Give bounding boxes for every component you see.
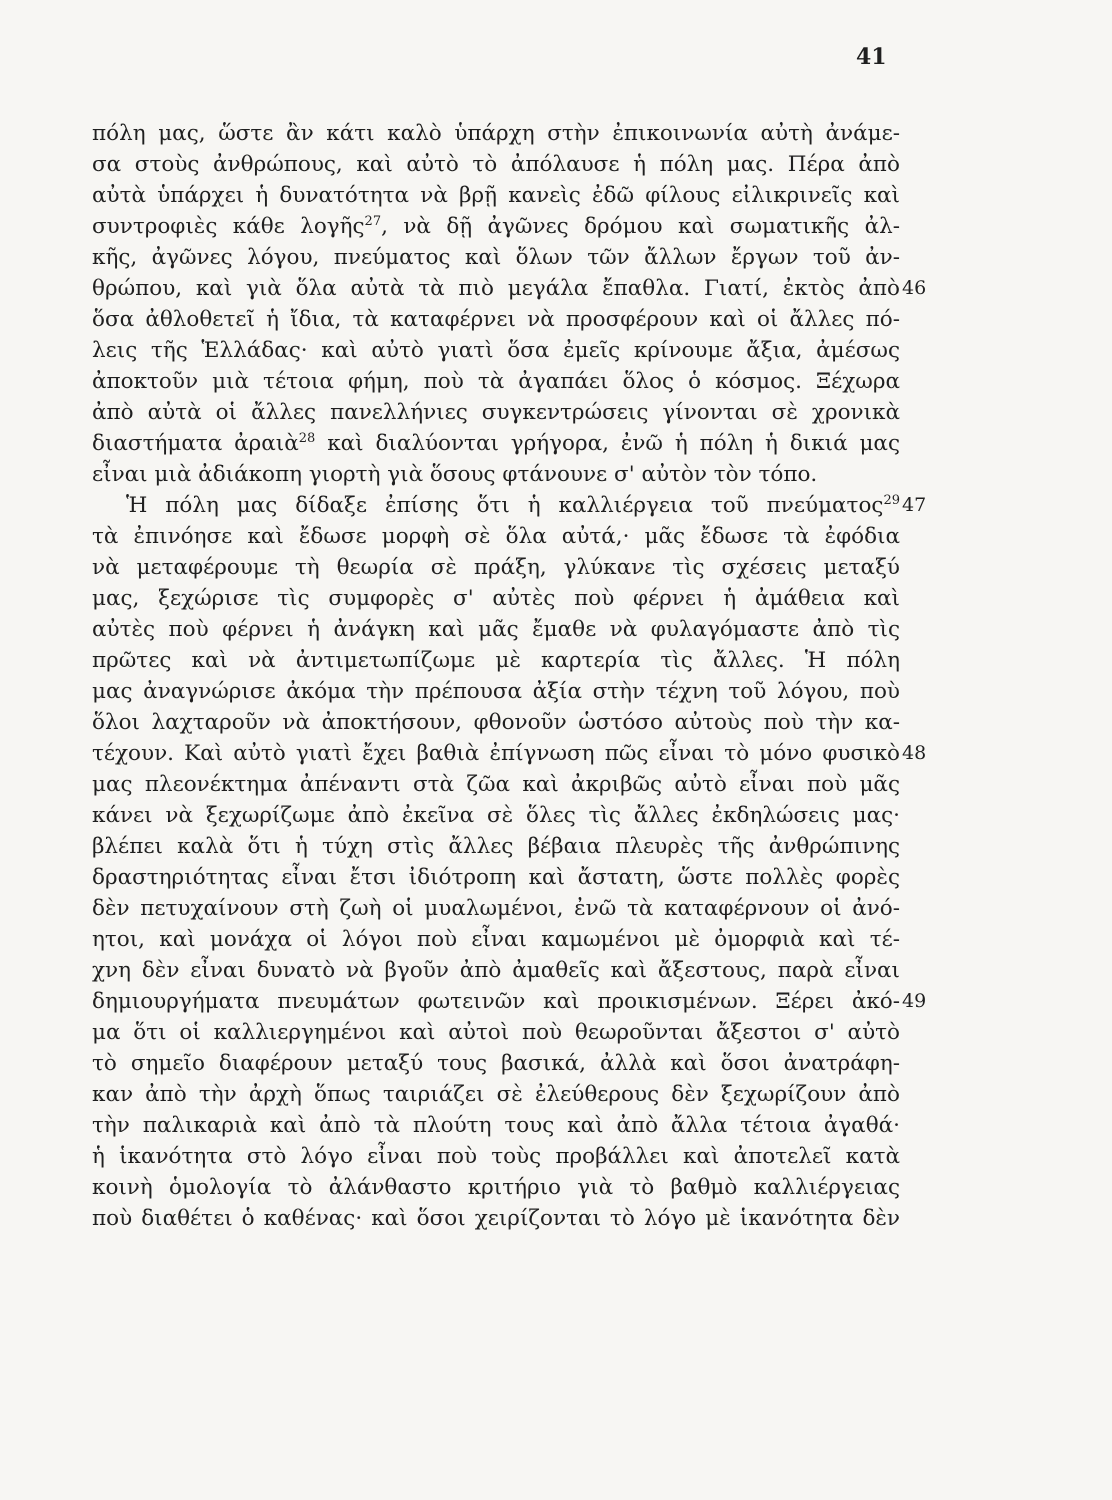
line-text: νὰ μεταφέρουμε τὴ θεωρία σὲ πράξη, γλύκανε τὶς σχέσεις μεταξύ [92,555,900,580]
text-line [92,831,900,862]
text-line [92,211,900,242]
text-line [92,676,900,707]
text-line [92,800,900,831]
line-text: καν ἀπὸ τὴν ἀρχὴ ὅπως ταιριάζει σὲ ἐλεύθερους δὲν ξεχωρίζουν ἀπὸ [92,1082,900,1107]
text-line [92,1048,900,1079]
text-line [92,583,900,614]
line-text: κοινὴ ὁμολογία τὸ ἀλάνθαστο κριτήριο γιὰ τὸ βαθμὸ καλλιέργειας [92,1175,900,1200]
text-line [92,893,900,924]
text-line [92,1203,900,1234]
line-text: ποὺ διαθέτει ὁ καθένας· καὶ ὅσοι χειρίζονται τὸ λόγο μὲ ἱκανότητα δὲν [92,1206,900,1231]
text-line [92,459,900,490]
footnote-marker: 28 [298,430,316,446]
text-line [92,521,900,552]
text-line [92,614,900,645]
text-line [92,707,900,738]
footnote-marker: 27 [364,213,382,229]
text-line [92,1110,900,1141]
line-text: τέχουν. Καὶ αὐτὸ γιατὶ ἔχει βαθιὰ ἐπίγνωση πῶς εἶναι τὸ μόνο φυσικὸ [92,741,900,766]
text-line [92,1172,900,1203]
text-line [92,1079,900,1110]
text-line [92,118,900,149]
line-text: μας, ξεχώρισε τὶς συμφορὲς σ' αὐτὲς ποὺ φέρνει ἡ ἀμάθεια καὶ [92,586,900,611]
text-line [92,428,900,459]
line-text: τὸ σημεῖο διαφέρουν μεταξύ τους βασικά, ἀλλὰ καὶ ὅσοι ἀνατράφη- [92,1051,900,1076]
text-line [92,273,927,304]
line-text: ὅσα ἀθλοθετεῖ ἡ ἴδια, τὰ καταφέρνει νὰ προσφέρουν καὶ οἱ ἄλλες πό- [92,307,900,332]
line-text: σα στοὺς ἀνθρώπους, καὶ αὐτὸ τὸ ἀπόλαυσε ἡ πόλη μας. Πέρα ἀπὸ [92,152,900,177]
line-text: μας ἀναγνώρισε ἀκόμα τὴν πρέπουσα ἀξία στὴν τέχνη τοῦ λόγου, ποὺ [92,679,900,704]
line-text: μα ὅτι οἱ καλλιεργημένοι καὶ αὐτοὶ ποὺ θεωροῦνται ἄξεστοι σ' αὐτὸ [92,1020,900,1045]
text-line [92,397,900,428]
text-line [92,924,900,955]
text-line [92,955,900,986]
text-line [92,1141,900,1172]
line-text: λεις τῆς Ἑλλάδας· καὶ αὐτὸ γιατὶ ὅσα ἐμεῖς κρίνουμε ἄξια, ἀμέσως [92,338,900,363]
line-text: ητοι, καὶ μονάχα οἱ λόγοι ποὺ εἶναι καμωμένοι μὲ ὀμορφιὰ καὶ τέ- [92,927,900,952]
margin-section-number: 48 [902,742,927,764]
text-line [92,180,900,211]
line-text: ὅλοι λαχταροῦν νὰ ἀποκτήσουν, φθονοῦν ὡστόσο αὐτοὺς ποὺ τὴν κα- [92,710,900,735]
line-text: αὐτὰ ὑπάρχει ἡ δυνατότητα νὰ βρῇ κανεὶς ἐδῶ φίλους εἰλικρινεῖς καὶ [92,183,900,208]
text-line [92,769,900,800]
text-line [92,242,900,273]
line-text: ἀπὸ αὐτὰ οἱ ἄλλες πανελλήνιες συγκεντρώσεις γίνονται σὲ χρονικὰ [92,400,900,425]
text-line [92,645,900,676]
line-text: κῆς, ἀγῶνες λόγου, πνεύματος καὶ ὅλων τῶν ἄλλων ἔργων τοῦ ἀν- [92,245,900,270]
text-line [92,149,900,180]
line-text: πρῶτες καὶ νὰ ἀντιμετωπίζωμε μὲ καρτερία τὶς ἄλλες. Ἡ πόλη [92,648,900,673]
line-text: πόλη μας, ὥστε ἂν κάτι καλὸ ὑπάρχη στὴν ἐπικοινωνία αὐτὴ ἀνάμε- [92,121,900,146]
margin-section-number: 46 [902,277,927,299]
line-text: δραστηριότητας εἶναι ἔτσι ἰδιότροπη καὶ ἄστατη, ὥστε πολλὲς φορὲς [92,865,900,890]
line-text: μας πλεονέκτημα ἀπέναντι στὰ ζῶα καὶ ἀκριβῶς αὐτὸ εἶναι ποὺ μᾶς [92,772,900,797]
margin-section-number: 47 [902,494,927,516]
line-text: δὲν πετυχαίνουν στὴ ζωὴ οἱ μυαλωμένοι, ἐνῶ τὰ καταφέρνουν οἱ ἀνό- [92,896,900,921]
text-line [92,1017,900,1048]
text-line [92,304,900,335]
text-line [92,366,900,397]
line-text: χνη δὲν εἶναι δυνατὸ νὰ βγοῦν ἀπὸ ἀμαθεῖς καὶ ἄξεστους, παρὰ εἶναι [92,958,900,983]
text-line [92,552,900,583]
line-text: θρώπου, καὶ γιὰ ὅλα αὐτὰ τὰ πιὸ μεγάλα ἔπαθλα. Γιατί, ἐκτὸς ἀπὸ [92,276,900,301]
body-text [92,118,927,1234]
line-text: διαστήματα ἀραιὰ$^{28}$ καὶ διαλύονται γρήγορα, ἐνῶ ἡ πόλη ἡ δικιά μας [92,430,900,456]
footnote-marker: 29 [883,492,900,508]
text-line [92,862,900,893]
line-text: βλέπει καλὰ ὅτι ἡ τύχη στὶς ἄλλες βέβαια πλευρὲς τῆς ἀνθρώπινης [92,834,900,859]
margin-section-number: 49 [902,990,927,1012]
line-text: Ἡ πόλη μας δίδαξε ἐπίσης ὅτι ἡ καλλιέργεια τοῦ πνεύματος$^{29}$ [126,492,900,518]
line-text: εἶναι μιὰ ἀδιάκοπη γιορτὴ γιὰ ὅσους φτάνουνε σ' αὐτὸν τὸν τόπο. [92,462,818,487]
text-line [92,335,900,366]
text-line [92,738,927,769]
line-text: τὴν παλικαριὰ καὶ ἀπὸ τὰ πλούτη τους καὶ ἀπὸ ἄλλα τέτοια ἀγαθά· [92,1113,900,1138]
line-text: τὰ ἐπινόησε καὶ ἔδωσε μορφὴ σὲ ὅλα αὐτά,· μᾶς ἔδωσε τὰ ἐφόδια [92,524,900,549]
line-text: κάνει νὰ ξεχωρίζωμε ἀπὸ ἐκεῖνα σὲ ὅλες τὶς ἄλλες ἐκδηλώσεις μας· [92,803,900,828]
line-text: ἡ ἱκανότητα στὸ λόγο εἶναι ποὺ τοὺς προβάλλει καὶ ἀποτελεῖ κατὰ [92,1144,900,1169]
line-text: δημιουργήματα πνευμάτων φωτεινῶν καὶ προικισμένων. Ξέρει ἀκό- [92,989,900,1014]
text-line [92,490,927,521]
line-text: συντροφιὲς κάθε λογῆς$^{27}$, νὰ δῇ ἀγῶνες δρόμου καὶ σωματικῆς ἀλ- [92,213,900,239]
line-text: αὐτὲς ποὺ φέρνει ἡ ἀνάγκη καὶ μᾶς ἔμαθε νὰ φυλαγόμαστε ἀπὸ τὶς [92,617,900,642]
text-line [92,986,927,1017]
page-number: 41 [856,44,887,70]
line-text: ἀποκτοῦν μιὰ τέτοια φήμη, ποὺ τὰ ἀγαπάει ὅλος ὁ κόσμος. Ξέχωρα [92,369,900,394]
